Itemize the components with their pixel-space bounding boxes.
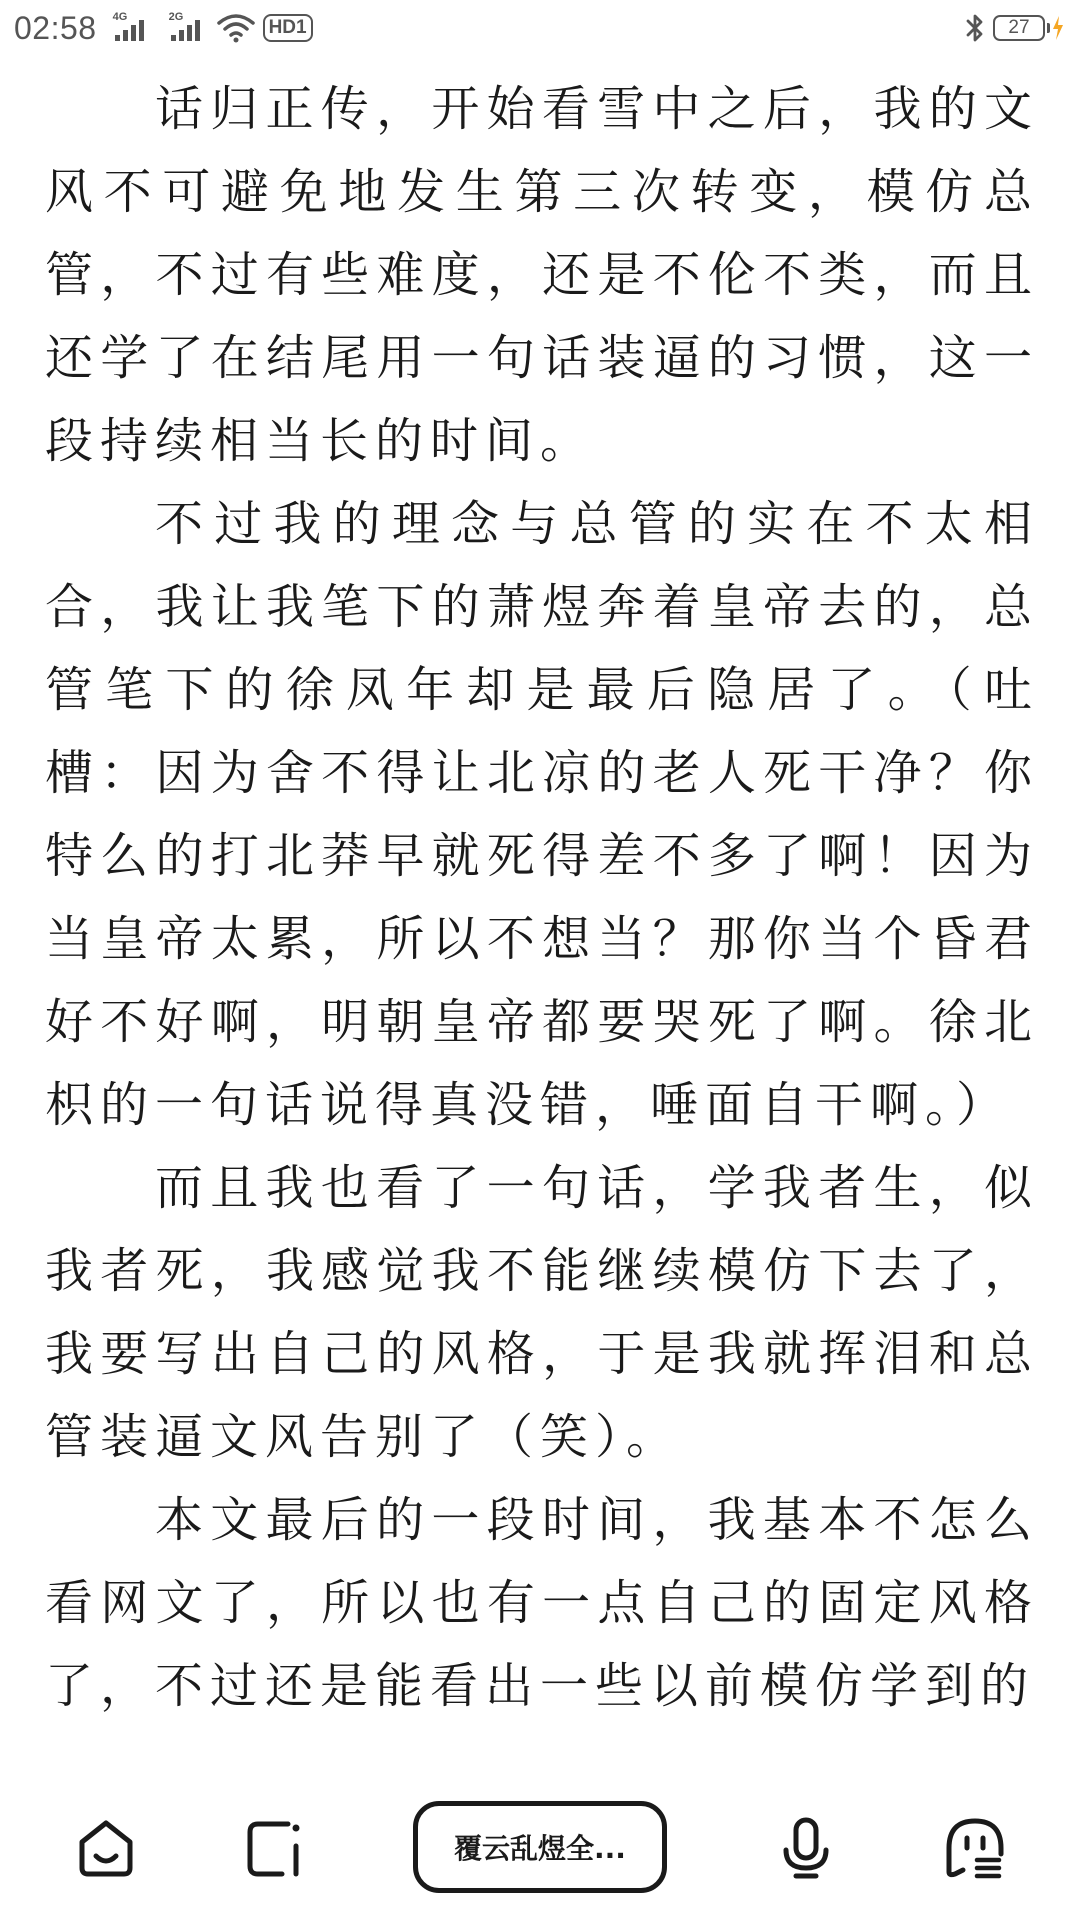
bluetooth-icon — [965, 13, 985, 43]
status-right — [965, 13, 1064, 43]
article-content — [45, 68, 1039, 1728]
signal-icon — [169, 13, 209, 43]
microphone-icon — [774, 1816, 838, 1880]
sim1-network-label: 4G — [112, 11, 128, 23]
wifi-icon — [217, 13, 255, 43]
status-bar — [0, 0, 1080, 56]
status-left — [14, 10, 313, 47]
assistant-icon — [943, 1816, 1007, 1880]
signal-icon — [113, 13, 153, 43]
assistant-button[interactable] — [935, 1808, 1015, 1888]
article-paragraph: 不过我的理念与总管的实在不太相合，我让我笔下的萧煜奔着皇帝去的，总管笔下的徐凤年却是最后隐居了。（吐槽：因为舍不得让北凉的老人死干净？你特么的打北莽早就死得差不多了啊！因为当皇帝太累，所以不想当？那你当个昏君好不好啊，明朝皇帝都要哭死了啊。徐北枳的一句话说得真没错，唾面自干啊。） — [45, 496, 1039, 1133]
bottom-navigation — [0, 1786, 1080, 1920]
battery-icon — [993, 15, 1064, 41]
book-title-button[interactable]: 覆云乱煜全... — [413, 1801, 667, 1893]
article-paragraph: 而且我也看了一句话，学我者生，似我者死，我感觉我不能继续模仿下去了，我要写出自己的风格，于是我就挥泪和总管装逼文风告别了（笑）。 — [45, 1160, 1039, 1465]
article-paragraph: 话归正传，开始看雪中之后，我的文风不可避免地发生第三次转变，模仿总管，不过有些难度，还是不伦不类，而且还学了在结尾用一句话装逼的习惯，这一段持续相当长的时间。 — [45, 81, 1039, 469]
tabs-button[interactable] — [234, 1808, 314, 1888]
article-paragraph: 本文最后的一段时间，我基本不怎么看网文了，所以也有一点自己的固定风格了，不过还是能看出一些以前模仿学到的 — [45, 1492, 1039, 1714]
charging-icon — [1052, 15, 1064, 41]
home-icon — [74, 1816, 138, 1880]
home-button[interactable] — [66, 1808, 146, 1888]
tabs-icon — [242, 1816, 306, 1880]
voice-button[interactable] — [766, 1808, 846, 1888]
hd-badge: HD1 — [263, 14, 313, 42]
battery-level: 27 — [993, 15, 1045, 41]
clock: 02:58 — [14, 9, 97, 46]
sim2-network-label: 2G — [168, 11, 184, 23]
